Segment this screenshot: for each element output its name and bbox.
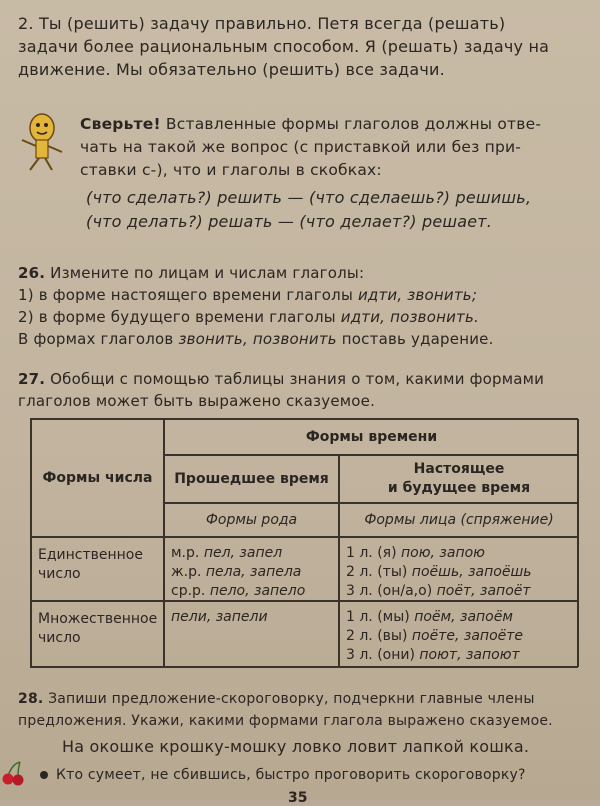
example-line: (что сделать?) решить — (что сделаешь?) решишь,	[86, 188, 532, 207]
check-note-text: ставки с-), что и глаголы в скобках:	[80, 161, 382, 179]
singular-present-forms: 1 л. (я) пою, запою 2 л. (ты) поёшь, запоёшь 3 л. (он/а,о) поёт, запоёт	[339, 537, 579, 601]
subheader-gender: Формы рода	[164, 503, 339, 537]
task-number: 26.	[18, 264, 46, 282]
task-verbs: идти, звонить;	[357, 286, 478, 304]
row-plural: Множественное число	[31, 601, 164, 667]
intro-exercise	[18, 12, 586, 81]
check-note-text: чать на такой же вопрос (с приставкой или без при-	[80, 138, 522, 156]
task-text: Обобщи с помощью таблицы знания о том, какими формами	[50, 370, 545, 388]
bonus-question: Кто сумеет, не сбившись, быстро проговорить скороговорку?	[40, 764, 586, 786]
header-time-forms: Формы времени	[164, 419, 579, 455]
subheader-person: Формы лица (спряжение)	[339, 503, 579, 537]
row-singular: Единственное число	[31, 537, 164, 601]
task-27	[18, 368, 586, 412]
plural-present-forms: 1 л. (мы) поём, запоём 2 л. (вы) поёте, запоёте 3 л. (они) поют, запоют	[339, 601, 579, 667]
task-text: В формах глаголов	[18, 330, 179, 348]
task-verbs: идти, позвонить.	[340, 308, 479, 326]
pencil-mascot-icon	[14, 110, 70, 174]
intro-line: задачи более рациональным способом. Я (решать) задачу на	[18, 37, 550, 56]
intro-line: движение. Мы обязательно (решить) все задачи.	[18, 60, 445, 79]
check-note-text: Вставленные формы глаголов должны отве-	[165, 115, 542, 133]
verb-question-examples	[80, 186, 590, 234]
check-note	[80, 113, 590, 182]
header-number-forms: Формы числа	[31, 419, 164, 537]
header-present-future: Настоящее и будущее время	[339, 455, 579, 503]
task-text: Измените по лицам и числам глаголы:	[50, 264, 365, 282]
bullet-icon	[40, 771, 48, 779]
cherry-icon	[0, 760, 26, 786]
page-number: 35	[288, 790, 308, 806]
header-past: Прошедшее время	[164, 455, 339, 503]
task-number: 28.	[18, 691, 44, 707]
singular-past-forms: м.р. пел, запел ж.р. пела, запела ср.р. пело, запело	[164, 537, 339, 601]
task-text: предложения. Укажи, какими формами глагола выражено сказуемое.	[18, 713, 553, 729]
check-note-title: Сверьте!	[80, 115, 161, 133]
intro-line: 2. Ты (решить) задачу правильно. Петя всегда (решать)	[18, 14, 506, 33]
task-verbs: звонить, позвонить	[178, 330, 337, 348]
plural-past-forms: пели, запели	[164, 601, 339, 667]
task-text: глаголов может быть выражено сказуемое.	[18, 392, 376, 410]
task-number: 27.	[18, 370, 46, 388]
task-28	[18, 688, 586, 732]
tongue-twister: На окошке крошку-мошку ловко ловит лапкой кошка.	[62, 737, 530, 756]
task-text: Запиши предложение-скороговорку, подчеркни главные члены	[48, 691, 535, 707]
task-text: поставь ударение.	[336, 330, 494, 348]
task-text: 1) в форме настоящего времени глаголы	[18, 286, 358, 304]
example-line: (что делать?) решать — (что делает?) решает.	[86, 212, 493, 231]
task-text: 2) в форме будущего времени глаголы	[18, 308, 341, 326]
verb-forms-table	[30, 418, 578, 668]
task-26	[18, 262, 586, 350]
